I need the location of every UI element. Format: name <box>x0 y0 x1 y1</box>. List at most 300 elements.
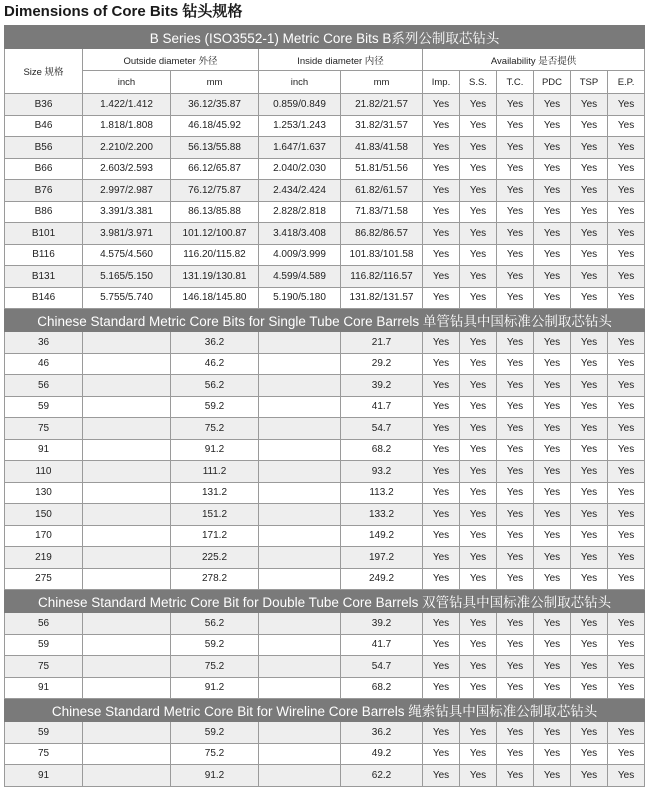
od-inch-cell: 5.755/5.740 <box>83 287 171 309</box>
od-inch-cell <box>83 439 171 461</box>
size-cell: B86 <box>5 201 83 223</box>
size-cell: 46 <box>5 353 83 375</box>
availability-cell: Yes <box>608 634 645 656</box>
od-mm-cell: 36.12/35.87 <box>171 94 259 116</box>
availability-cell: Yes <box>460 568 497 590</box>
od-inch-cell: 2.210/2.200 <box>83 137 171 159</box>
id-mm-cell: 131.82/131.57 <box>341 287 423 309</box>
availability-cell: Yes <box>497 244 534 266</box>
availability-cell: Yes <box>460 482 497 504</box>
od-inch-cell <box>83 634 171 656</box>
availability-cell: Yes <box>497 439 534 461</box>
availability-cell: Yes <box>423 158 460 180</box>
availability-cell: Yes <box>571 375 608 397</box>
avail-tc-header: T.C. <box>497 71 534 94</box>
availability-cell: Yes <box>608 137 645 159</box>
table-row <box>5 743 645 765</box>
id-mm-cell: 51.81/51.56 <box>341 158 423 180</box>
od-inch-cell <box>83 656 171 678</box>
od-inch-cell: 1.422/1.412 <box>83 94 171 116</box>
availability-cell: Yes <box>534 482 571 504</box>
section-band-double-tube <box>5 590 645 613</box>
avail-imp-header: Imp. <box>423 71 460 94</box>
availability-cell: Yes <box>497 180 534 202</box>
id-inch-cell <box>259 332 341 354</box>
od-inch-cell: 3.981/3.971 <box>83 223 171 245</box>
header-row-units <box>5 71 645 94</box>
availability-cell: Yes <box>534 137 571 159</box>
availability-cell: Yes <box>497 375 534 397</box>
od-mm-cell: 116.20/115.82 <box>171 244 259 266</box>
availability-cell: Yes <box>423 634 460 656</box>
availability-cell: Yes <box>608 94 645 116</box>
availability-cell: Yes <box>423 677 460 699</box>
availability-cell: Yes <box>497 547 534 569</box>
od-mm-cell: 101.12/100.87 <box>171 223 259 245</box>
availability-cell: Yes <box>423 568 460 590</box>
id-inch-cell <box>259 418 341 440</box>
id-mm-cell: 101.83/101.58 <box>341 244 423 266</box>
section-title-wireline: Chinese Standard Metric Core Bit for Wireline Core Barrels 绳索钻具中国标准公制取芯钻头 <box>5 699 645 722</box>
id-mm-cell: 36.2 <box>341 722 423 744</box>
availability-cell: Yes <box>608 353 645 375</box>
id-mm-cell: 61.82/61.57 <box>341 180 423 202</box>
availability-cell: Yes <box>460 244 497 266</box>
availability-cell: Yes <box>534 158 571 180</box>
od-inch-cell <box>83 504 171 526</box>
id-inch-cell: 2.828/2.818 <box>259 201 341 223</box>
availability-cell: Yes <box>460 634 497 656</box>
availability-cell: Yes <box>460 353 497 375</box>
availability-cell: Yes <box>497 634 534 656</box>
id-mm-cell: 249.2 <box>341 568 423 590</box>
availability-cell: Yes <box>571 568 608 590</box>
id-inch-cell: 4.009/3.999 <box>259 244 341 266</box>
od-mm-cell: 59.2 <box>171 396 259 418</box>
availability-cell: Yes <box>497 482 534 504</box>
size-cell: B146 <box>5 287 83 309</box>
availability-cell: Yes <box>534 180 571 202</box>
od-mm-cell: 66.12/65.87 <box>171 158 259 180</box>
availability-cell: Yes <box>460 94 497 116</box>
availability-cell: Yes <box>423 180 460 202</box>
availability-cell: Yes <box>608 613 645 635</box>
availability-cell: Yes <box>460 375 497 397</box>
size-cell: 170 <box>5 525 83 547</box>
id-mm-cell: 41.83/41.58 <box>341 137 423 159</box>
od-mm-cell: 111.2 <box>171 461 259 483</box>
availability-cell: Yes <box>534 677 571 699</box>
availability-cell: Yes <box>571 765 608 787</box>
od-mm-cell: 56.13/55.88 <box>171 137 259 159</box>
od-mm-cell: 56.2 <box>171 613 259 635</box>
outside-mm-header: mm <box>171 71 259 94</box>
id-inch-cell: 3.418/3.408 <box>259 223 341 245</box>
size-cell: 150 <box>5 504 83 526</box>
id-inch-cell: 2.434/2.424 <box>259 180 341 202</box>
od-mm-cell: 36.2 <box>171 332 259 354</box>
availability-cell: Yes <box>423 137 460 159</box>
availability-cell: Yes <box>460 158 497 180</box>
availability-cell: Yes <box>423 418 460 440</box>
id-mm-cell: 29.2 <box>341 353 423 375</box>
availability-cell: Yes <box>534 547 571 569</box>
size-cell: 91 <box>5 677 83 699</box>
availability-cell: Yes <box>423 656 460 678</box>
availability-cell: Yes <box>608 547 645 569</box>
od-inch-cell <box>83 765 171 787</box>
availability-cell: Yes <box>423 547 460 569</box>
table-row <box>5 353 645 375</box>
od-inch-cell <box>83 418 171 440</box>
availability-cell: Yes <box>608 266 645 288</box>
availability-cell: Yes <box>497 94 534 116</box>
availability-cell: Yes <box>534 722 571 744</box>
size-cell: 219 <box>5 547 83 569</box>
dimensions-table <box>4 25 645 787</box>
outside-diameter-header: Outside diameter 外径 <box>83 49 259 71</box>
availability-cell: Yes <box>497 137 534 159</box>
availability-cell: Yes <box>534 375 571 397</box>
table-row <box>5 418 645 440</box>
availability-cell: Yes <box>571 94 608 116</box>
outside-inch-header: inch <box>83 71 171 94</box>
table-row <box>5 287 645 309</box>
availability-cell: Yes <box>571 418 608 440</box>
availability-cell: Yes <box>571 353 608 375</box>
availability-cell: Yes <box>497 765 534 787</box>
availability-cell: Yes <box>460 743 497 765</box>
od-inch-cell <box>83 613 171 635</box>
section-title-single-tube: Chinese Standard Metric Core Bits for Single Tube Core Barrels 单管钻具中国标准公制取芯钻头 <box>5 309 645 332</box>
id-mm-cell: 113.2 <box>341 482 423 504</box>
availability-cell: Yes <box>571 332 608 354</box>
id-inch-cell: 2.040/2.030 <box>259 158 341 180</box>
id-inch-cell <box>259 461 341 483</box>
od-mm-cell: 46.18/45.92 <box>171 115 259 137</box>
availability-cell: Yes <box>608 201 645 223</box>
availability-cell: Yes <box>460 266 497 288</box>
availability-cell: Yes <box>423 482 460 504</box>
id-mm-cell: 39.2 <box>341 375 423 397</box>
availability-cell: Yes <box>534 525 571 547</box>
section-band-b-series <box>5 26 645 49</box>
availability-cell: Yes <box>608 525 645 547</box>
id-mm-cell: 49.2 <box>341 743 423 765</box>
section-band-wireline <box>5 699 645 722</box>
od-mm-cell: 146.18/145.80 <box>171 287 259 309</box>
od-inch-cell <box>83 396 171 418</box>
table-row <box>5 115 645 137</box>
availability-cell: Yes <box>608 439 645 461</box>
id-inch-cell <box>259 482 341 504</box>
availability-cell: Yes <box>423 266 460 288</box>
table-row <box>5 223 645 245</box>
od-inch-cell <box>83 482 171 504</box>
availability-cell: Yes <box>571 613 608 635</box>
availability-cell: Yes <box>460 439 497 461</box>
availability-cell: Yes <box>534 568 571 590</box>
availability-cell: Yes <box>423 743 460 765</box>
availability-cell: Yes <box>571 722 608 744</box>
id-inch-cell <box>259 504 341 526</box>
availability-cell: Yes <box>460 504 497 526</box>
availability-cell: Yes <box>497 525 534 547</box>
availability-cell: Yes <box>460 396 497 418</box>
availability-cell: Yes <box>534 613 571 635</box>
section-band-single-tube <box>5 309 645 332</box>
availability-cell: Yes <box>571 547 608 569</box>
id-inch-cell <box>259 439 341 461</box>
availability-cell: Yes <box>608 461 645 483</box>
od-mm-cell: 86.13/85.88 <box>171 201 259 223</box>
id-inch-cell: 5.190/5.180 <box>259 287 341 309</box>
availability-cell: Yes <box>497 656 534 678</box>
availability-cell: Yes <box>608 115 645 137</box>
availability-cell: Yes <box>423 765 460 787</box>
availability-cell: Yes <box>608 656 645 678</box>
id-mm-cell: 54.7 <box>341 656 423 678</box>
table-row <box>5 137 645 159</box>
availability-cell: Yes <box>534 418 571 440</box>
size-cell: B76 <box>5 180 83 202</box>
size-cell: 59 <box>5 722 83 744</box>
id-mm-cell: 133.2 <box>341 504 423 526</box>
table-row <box>5 439 645 461</box>
table-row <box>5 568 645 590</box>
availability-cell: Yes <box>534 353 571 375</box>
availability-cell: Yes <box>571 504 608 526</box>
availability-cell: Yes <box>460 418 497 440</box>
od-mm-cell: 278.2 <box>171 568 259 590</box>
id-inch-cell <box>259 525 341 547</box>
size-cell: B116 <box>5 244 83 266</box>
availability-header: Availability 是否提供 <box>423 49 645 71</box>
size-column-header: Size 规格 <box>5 49 83 94</box>
section-title-double-tube: Chinese Standard Metric Core Bit for Double Tube Core Barrels 双管钻具中国标准公制取芯钻头 <box>5 590 645 613</box>
od-mm-cell: 91.2 <box>171 677 259 699</box>
table-body <box>5 26 645 787</box>
id-mm-cell: 93.2 <box>341 461 423 483</box>
availability-cell: Yes <box>608 722 645 744</box>
id-inch-cell <box>259 547 341 569</box>
id-mm-cell: 31.82/31.57 <box>341 115 423 137</box>
size-cell: B46 <box>5 115 83 137</box>
availability-cell: Yes <box>608 568 645 590</box>
availability-cell: Yes <box>423 353 460 375</box>
od-mm-cell: 131.19/130.81 <box>171 266 259 288</box>
availability-cell: Yes <box>460 765 497 787</box>
id-inch-cell: 0.859/0.849 <box>259 94 341 116</box>
od-inch-cell <box>83 461 171 483</box>
availability-cell: Yes <box>571 223 608 245</box>
availability-cell: Yes <box>497 115 534 137</box>
od-inch-cell: 2.997/2.987 <box>83 180 171 202</box>
availability-cell: Yes <box>460 722 497 744</box>
od-mm-cell: 76.12/75.87 <box>171 180 259 202</box>
id-mm-cell: 71.83/71.58 <box>341 201 423 223</box>
size-cell: 91 <box>5 765 83 787</box>
od-mm-cell: 91.2 <box>171 765 259 787</box>
availability-cell: Yes <box>571 158 608 180</box>
availability-cell: Yes <box>497 353 534 375</box>
table-row <box>5 765 645 787</box>
availability-cell: Yes <box>423 396 460 418</box>
id-inch-cell <box>259 765 341 787</box>
id-inch-cell <box>259 634 341 656</box>
od-mm-cell: 75.2 <box>171 656 259 678</box>
availability-cell: Yes <box>423 287 460 309</box>
od-inch-cell <box>83 332 171 354</box>
availability-cell: Yes <box>608 482 645 504</box>
size-cell: 56 <box>5 613 83 635</box>
availability-cell: Yes <box>534 201 571 223</box>
availability-cell: Yes <box>608 396 645 418</box>
page-title: Dimensions of Core Bits 钻头规格 <box>4 3 243 20</box>
od-mm-cell: 75.2 <box>171 418 259 440</box>
availability-cell: Yes <box>571 201 608 223</box>
availability-cell: Yes <box>423 332 460 354</box>
availability-cell: Yes <box>534 461 571 483</box>
availability-cell: Yes <box>497 461 534 483</box>
avail-pdc-header: PDC <box>534 71 571 94</box>
id-mm-cell: 54.7 <box>341 418 423 440</box>
availability-cell: Yes <box>571 677 608 699</box>
id-mm-cell: 62.2 <box>341 765 423 787</box>
availability-cell: Yes <box>423 461 460 483</box>
size-cell: B131 <box>5 266 83 288</box>
od-inch-cell <box>83 743 171 765</box>
id-inch-cell <box>259 722 341 744</box>
availability-cell: Yes <box>534 439 571 461</box>
availability-cell: Yes <box>423 201 460 223</box>
availability-cell: Yes <box>608 244 645 266</box>
section-title-b-series: B Series (ISO3552-1) Metric Core Bits B系列公制取芯钻头 <box>5 26 645 49</box>
availability-cell: Yes <box>423 244 460 266</box>
avail-ep-header: E.P. <box>608 71 645 94</box>
availability-cell: Yes <box>497 266 534 288</box>
availability-cell: Yes <box>534 287 571 309</box>
id-inch-cell <box>259 396 341 418</box>
od-inch-cell: 3.391/3.381 <box>83 201 171 223</box>
availability-cell: Yes <box>608 504 645 526</box>
table-row <box>5 547 645 569</box>
size-cell: B56 <box>5 137 83 159</box>
id-mm-cell: 21.82/21.57 <box>341 94 423 116</box>
availability-cell: Yes <box>460 677 497 699</box>
availability-cell: Yes <box>534 396 571 418</box>
availability-cell: Yes <box>460 656 497 678</box>
table-row <box>5 677 645 699</box>
size-cell: 130 <box>5 482 83 504</box>
availability-cell: Yes <box>571 439 608 461</box>
availability-cell: Yes <box>534 223 571 245</box>
id-mm-cell: 86.82/86.57 <box>341 223 423 245</box>
availability-cell: Yes <box>497 396 534 418</box>
od-inch-cell <box>83 547 171 569</box>
id-inch-cell <box>259 375 341 397</box>
availability-cell: Yes <box>534 634 571 656</box>
table-row <box>5 656 645 678</box>
availability-cell: Yes <box>534 94 571 116</box>
availability-cell: Yes <box>423 613 460 635</box>
availability-cell: Yes <box>534 244 571 266</box>
table-row <box>5 266 645 288</box>
size-cell: 91 <box>5 439 83 461</box>
table-row <box>5 722 645 744</box>
availability-cell: Yes <box>460 525 497 547</box>
availability-cell: Yes <box>423 94 460 116</box>
availability-cell: Yes <box>423 525 460 547</box>
table-row <box>5 158 645 180</box>
availability-cell: Yes <box>497 223 534 245</box>
od-mm-cell: 59.2 <box>171 722 259 744</box>
availability-cell: Yes <box>608 418 645 440</box>
availability-cell: Yes <box>571 244 608 266</box>
availability-cell: Yes <box>423 722 460 744</box>
availability-cell: Yes <box>497 722 534 744</box>
od-inch-cell <box>83 375 171 397</box>
od-mm-cell: 75.2 <box>171 743 259 765</box>
availability-cell: Yes <box>497 504 534 526</box>
size-cell: 56 <box>5 375 83 397</box>
od-mm-cell: 59.2 <box>171 634 259 656</box>
table-row <box>5 396 645 418</box>
table-row <box>5 525 645 547</box>
od-mm-cell: 56.2 <box>171 375 259 397</box>
availability-cell: Yes <box>534 504 571 526</box>
availability-cell: Yes <box>423 375 460 397</box>
od-inch-cell <box>83 525 171 547</box>
availability-cell: Yes <box>608 332 645 354</box>
id-mm-cell: 41.7 <box>341 634 423 656</box>
availability-cell: Yes <box>534 765 571 787</box>
availability-cell: Yes <box>571 180 608 202</box>
availability-cell: Yes <box>571 287 608 309</box>
availability-cell: Yes <box>497 201 534 223</box>
table-row <box>5 613 645 635</box>
id-mm-cell: 68.2 <box>341 439 423 461</box>
table-row <box>5 244 645 266</box>
size-cell: 75 <box>5 656 83 678</box>
availability-cell: Yes <box>571 525 608 547</box>
availability-cell: Yes <box>571 137 608 159</box>
od-inch-cell: 4.575/4.560 <box>83 244 171 266</box>
availability-cell: Yes <box>571 461 608 483</box>
availability-cell: Yes <box>460 201 497 223</box>
id-inch-cell <box>259 568 341 590</box>
availability-cell: Yes <box>534 332 571 354</box>
table-row <box>5 201 645 223</box>
availability-cell: Yes <box>534 115 571 137</box>
availability-cell: Yes <box>497 332 534 354</box>
table-row <box>5 634 645 656</box>
table-row <box>5 375 645 397</box>
availability-cell: Yes <box>608 743 645 765</box>
id-mm-cell: 39.2 <box>341 613 423 635</box>
od-mm-cell: 131.2 <box>171 482 259 504</box>
availability-cell: Yes <box>497 287 534 309</box>
id-inch-cell <box>259 353 341 375</box>
size-cell: 36 <box>5 332 83 354</box>
size-cell: 59 <box>5 634 83 656</box>
availability-cell: Yes <box>460 223 497 245</box>
header-row-groups <box>5 49 645 71</box>
od-mm-cell: 91.2 <box>171 439 259 461</box>
od-inch-cell: 1.818/1.808 <box>83 115 171 137</box>
availability-cell: Yes <box>571 266 608 288</box>
availability-cell: Yes <box>534 743 571 765</box>
